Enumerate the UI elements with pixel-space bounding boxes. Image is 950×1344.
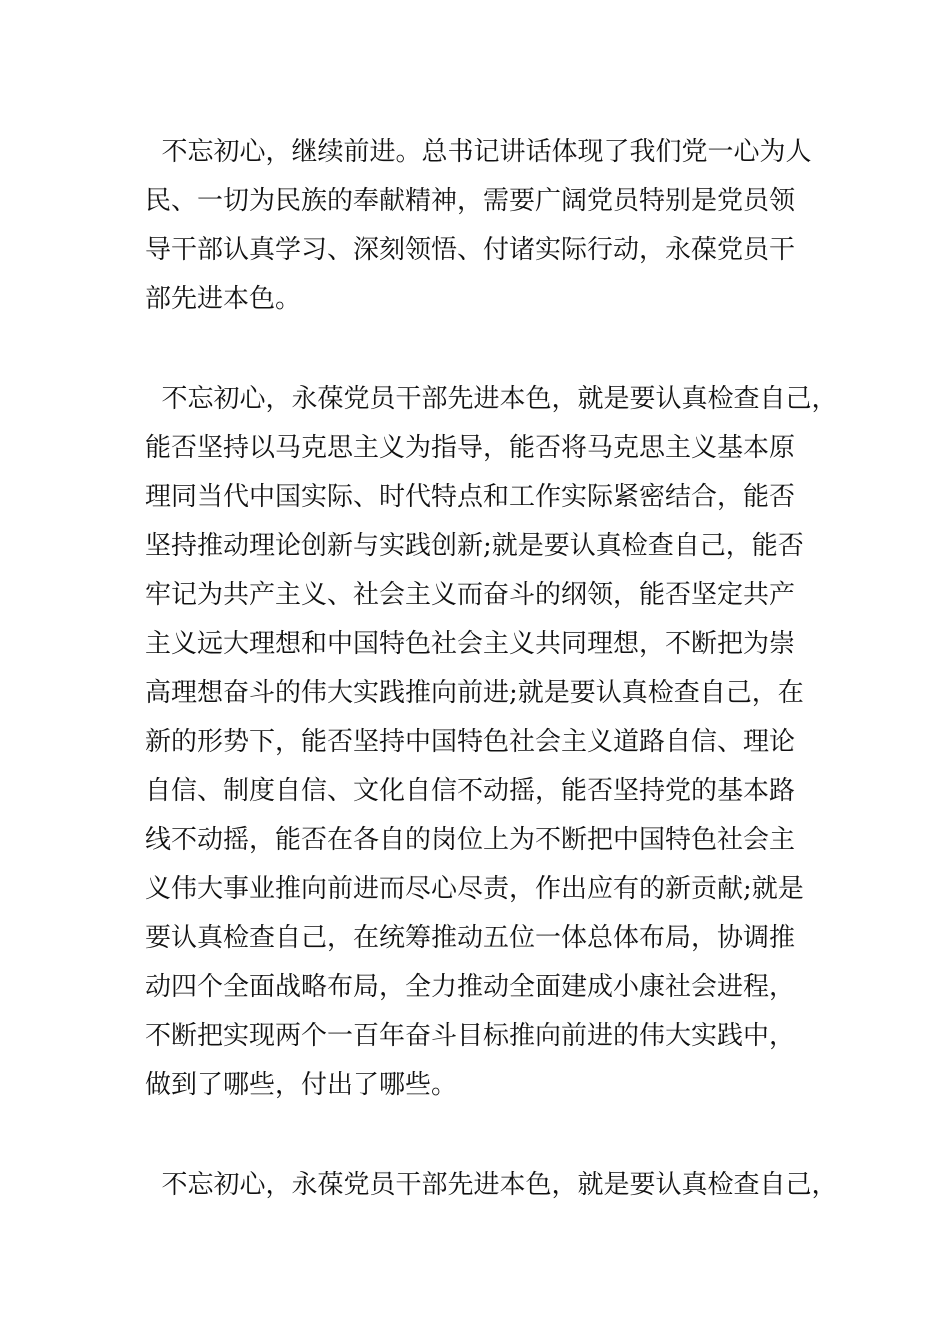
paragraph-2-line-15: 做到了哪些，付出了哪些。 [145, 1070, 458, 1100]
paragraph-2-line-4: 坚持推动理论创新与实践创新;就是要认真检查自己，能否 [145, 531, 804, 561]
paragraph-2-line-9: 自信、制度自信、文化自信不动摇，能否坚持党的基本路 [145, 776, 796, 806]
paragraph-2-line-10: 线不动摇，能否在各自的岗位上为不断把中国特色社会主 [145, 825, 796, 855]
paragraph-2-line-8: 新的形势下，能否坚持中国特色社会主义道路自信、理论 [145, 727, 796, 757]
paragraph-2-line-14: 不断把实现两个一百年奋斗目标推向前进的伟大实践中， [145, 1021, 796, 1051]
paragraph-2-line-2: 能否坚持以马克思主义为指导，能否将马克思主义基本原 [145, 433, 796, 463]
paragraph-1-line-4: 部先进本色。 [145, 284, 302, 314]
paragraph-2-line-5: 牢记为共产主义、社会主义而奋斗的纲领，能否坚定共产 [145, 580, 796, 610]
paragraph-1-line-1: 不忘初心，继续前进。总书记讲话体现了我们党一心为人 [145, 137, 812, 167]
paragraph-1-line-2: 民、一切为民族的奉献精神，需要广阔党员特别是党员领 [145, 186, 796, 216]
paragraph-2-line-11: 义伟大事业推向前进而尽心尽责，作出应有的新贡献;就是 [145, 874, 804, 904]
paragraph-2-line-1: 不忘初心，永葆党员干部先进本色，就是要认真检查自己， [145, 384, 838, 414]
paragraph-2-line-7: 高理想奋斗的伟大实践推向前进;就是要认真检查自己，在 [145, 678, 804, 708]
paragraph-2-line-6: 主义远大理想和中国特色社会主义共同理想，不断把为崇 [145, 629, 796, 659]
paragraph-2-line-13: 动四个全面战略布局，全力推动全面建成小康社会进程， [145, 972, 796, 1002]
paragraph-2-line-3: 理同当代中国实际、时代特点和工作实际紧密结合，能否 [145, 482, 796, 512]
paragraph-1-line-3: 导干部认真学习、深刻领悟、付诸实际行动，永葆党员干 [145, 235, 796, 265]
paragraph-2-line-12: 要认真检查自己，在统筹推动五位一体总体布局，协调推 [145, 923, 796, 953]
paragraph-3-line-1: 不忘初心，永葆党员干部先进本色，就是要认真检查自己， [145, 1170, 838, 1200]
